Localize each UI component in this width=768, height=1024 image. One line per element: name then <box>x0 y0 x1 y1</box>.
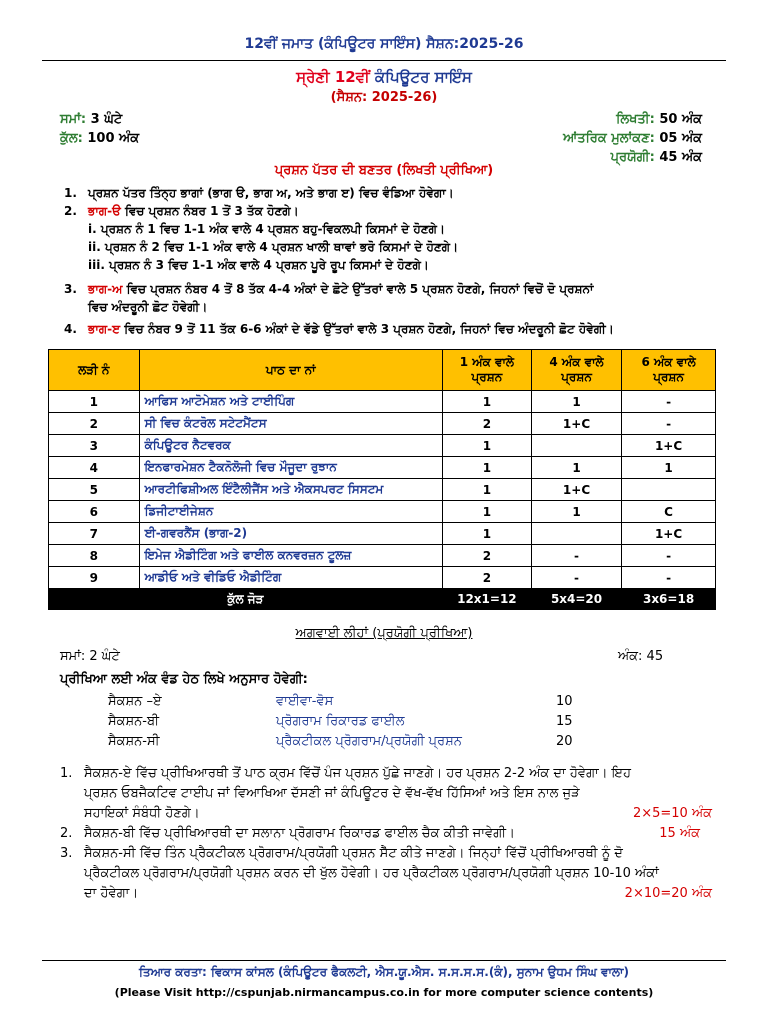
total-6mark: 3x6=18 <box>622 589 716 610</box>
cell-1mark: 1 <box>442 457 531 479</box>
section-a-desc: ਵਾਈਵਾ-ਵੋਸ <box>276 694 334 709</box>
internal-label: ਆਂਤਰਿਕ ਮੁਲਾਂਕਣ: <box>563 131 655 146</box>
table-row <box>49 413 716 435</box>
cell-chapter: ਇਮੇਜ ਐਡੀਟਿੰਗ ਅਤੇ ਫਾਈਲ ਕਨਵਰਜ਼ਨ ਟੂਲਜ਼ <box>139 545 442 567</box>
section-a-marks: 10 <box>556 694 573 709</box>
table-row <box>49 479 716 501</box>
cell-sr: 2 <box>49 413 140 435</box>
cell-1mark: 2 <box>442 413 531 435</box>
structure-item-2-ii: ii. ਪ੍ਰਸ਼ਨ ਨੰ 2 ਵਿਚ 1-1 ਅੰਕ ਵਾਲੇ 4 ਪ੍ਰਸ਼ਨ ਖਾਲੀ ਥਾਵਾਂ ਭਰੋ ਕਿਸਮਾਂ ਦੇ ਹੋਣਗੇ। <box>88 240 459 254</box>
cell-sr: 1 <box>49 391 140 413</box>
written-label: ਲਿਖਤੀ: <box>616 112 655 127</box>
header-title: 12ਵੀਂ ਜਮਾਤ (ਕੰਪਿਊਟਰ ਸਾਇੰਸ) ਸੈਸ਼ਨ:2025-26 <box>244 36 524 52</box>
section-c-name: ਸੈਕਸ਼ਨ-ਸੀ <box>108 734 160 749</box>
cell-1mark: 1 <box>442 523 531 545</box>
table-row <box>49 391 716 413</box>
written-line <box>616 112 702 127</box>
cell-sr: 9 <box>49 567 140 589</box>
cell-1mark: 2 <box>442 545 531 567</box>
structure-list <box>64 184 724 338</box>
total-value: 100 ਅੰਕ <box>87 131 140 146</box>
cell-4mark: - <box>531 567 621 589</box>
cell-6mark: C <box>622 501 716 523</box>
section-b-name: ਸੈਕਸ਼ਨ-ਬੀ <box>108 714 160 729</box>
cell-1mark: 1 <box>442 391 531 413</box>
cell-chapter: ਆਡੀਓ ਅਤੇ ਵੀਡਿਓ ਐਡੀਟਿੰਗ <box>139 567 442 589</box>
cell-6mark: - <box>622 413 716 435</box>
col-6mark: 6 ਅੰਕ ਵਾਲੇ ਪ੍ਰਸ਼ਨ <box>622 350 716 391</box>
time-value: 3 ਘੰਟੇ <box>90 112 123 127</box>
cell-6mark: - <box>622 567 716 589</box>
table-total-row <box>49 589 716 610</box>
cell-6mark: 1+C <box>622 523 716 545</box>
section-c-marks: 20 <box>556 734 573 749</box>
practical-marks: ਅੰਕ: 45 <box>618 649 664 664</box>
practical-time: ਸਮਾਂ: 2 ਘੰਟੇ <box>60 649 120 664</box>
cell-6mark: 1 <box>622 457 716 479</box>
point-3-marks: 2×10=20 ਅੰਕ <box>624 886 712 901</box>
cell-chapter: ਆਫਿਸ ਆਟੋਮੇਸ਼ਨ ਅਤੇ ਟਾਈਪਿੰਗ <box>139 391 442 413</box>
footer-visit-link[interactable]: (Please Visit http://cspunjab.nirmancampus.co.in for more computer science contents) <box>114 986 654 999</box>
structure-item-3-cont: ਵਿਚ ਅੰਦਰੂਨੀ ਛੋਟ ਹੋਵੇਗੀ। <box>88 300 208 314</box>
col-sr: ਲੜੀ ਨੰ <box>49 350 140 391</box>
structure-item-4: 4. ਭਾਗ-ੲ ਵਿਚ ਨੰਬਰ 9 ਤੋਂ 11 ਤੱਕ 6-6 ਅੰਕਾਂ ਦੇ ਵੱਡੇ ਉੱਤਰਾਂ ਵਾਲੇ 3 ਪ੍ਰਸ਼ਨ ਹੋਣਗੇ, ਜਿਹਨਾਂ ਵਿਚ ਅੰਦਰੂਨੀ ਛੋਟ ਹੋਵੇਗੀ। <box>64 322 614 336</box>
structure-item-2: 2. ਭਾਗ-ੳ ਵਿਚ ਪ੍ਰਸ਼ਨ ਨੰਬਰ 1 ਤੋਂ 3 ਤੱਕ ਹੋਣਗੇ। <box>64 204 299 218</box>
table-row <box>49 523 716 545</box>
page-title <box>0 68 768 86</box>
table-row <box>49 567 716 589</box>
cell-4mark: 1+C <box>531 479 621 501</box>
cell-4mark <box>531 435 621 457</box>
col-4mark: 4 ਅੰਕ ਵਾਲੇ ਪ੍ਰਸ਼ਨ <box>531 350 621 391</box>
col-1mark: 1 ਅੰਕ ਵਾਲੇ ਪ੍ਰਸ਼ਨ <box>442 350 531 391</box>
cell-1mark: 1 <box>442 435 531 457</box>
structure-item-2-i: i. ਪ੍ਰਸ਼ਨ ਨੰ 1 ਵਿਚ 1-1 ਅੰਕ ਵਾਲੇ 4 ਪ੍ਰਸ਼ਨ ਬਹੁ-ਵਿਕਲਪੀ ਕਿਸਮਾਂ ਦੇ ਹੋਣਗੇ। <box>88 222 445 236</box>
table-row <box>49 435 716 457</box>
total-label: ਕੁੱਲ: <box>60 131 83 146</box>
cell-1mark: 2 <box>442 567 531 589</box>
cell-6mark: - <box>622 545 716 567</box>
cell-chapter: ਆਰਟੀਫਿਸ਼ੀਅਲ ਇੰਟੈਲੀਜੈਂਸ ਅਤੇ ਐਕਸਪਰਟ ਸਿਸਟਮ <box>139 479 442 501</box>
section-c-desc: ਪ੍ਰੈਕਟੀਕਲ ਪ੍ਰੋਗਰਾਮ/ਪ੍ਰਯੋਗੀ ਪ੍ਰਸ਼ਨ <box>276 734 462 749</box>
cell-6mark: 1+C <box>622 435 716 457</box>
header-divider <box>42 60 726 61</box>
cell-4mark <box>531 523 621 545</box>
table-header-row <box>49 350 716 391</box>
structure-item-2-iii: iii. ਪ੍ਰਸ਼ਨ ਨੰ 3 ਵਿਚ 1-1 ਅੰਕ ਵਾਲੇ 4 ਪ੍ਰਸ਼ਨ ਪੂਰੇ ਰੂਪ ਕਿਸਮਾਂ ਦੇ ਹੋਣਗੇ। <box>88 258 429 272</box>
total-1mark: 12x1=12 <box>442 589 531 610</box>
point-3: 3. ਸੈਕਸ਼ਨ-ਸੀ ਵਿੱਚ ਤਿੰਨ ਪ੍ਰੈਕਟੀਕਲ ਪ੍ਰੋਗਰਾਮ/ਪ੍ਰਯੋਗੀ ਪ੍ਰਸ਼ਨ ਸੈੱਟ ਕੀਤੇ ਜਾਣਗੇ। ਜਿਨ੍ਹਾਂ ਵਿੱਚੋਂ ਪ੍ਰੀਖਿਆਰਥੀ ਨੂੰ ਦੋ ਪ੍ਰੈਕਟੀਕਲ ਪ੍ਰੋਗਰਾਮ/ਪ੍ਰਯੋਗੀ ਪ੍ਰਸ਼ਨ ਕਰਨ ਦੀ ਖੁੱਲ ਹੋਵੇਗੀ। ਹਰ ਪ੍ਰੈਕਟੀਕਲ ਪ੍ਰੋਗਰਾਮ/ਪ੍ਰਯੋਗੀ ਪ੍ਰਸ਼ਨ 10-10 ਅੰਕਾਂ ਦਾ ਹੋਵੇਗਾ। 2×10=20 ਅੰਕ <box>60 844 720 904</box>
marks-table <box>48 349 716 610</box>
total-4mark: 5x4=20 <box>531 589 621 610</box>
cell-sr: 3 <box>49 435 140 457</box>
practical-points <box>60 764 720 904</box>
cell-chapter: ਡਿਜੀਟਾਈਜੇਸ਼ਨ <box>139 501 442 523</box>
table-row <box>49 501 716 523</box>
table-row <box>49 545 716 567</box>
col-chapter: ਪਾਠ ਦਾ ਨਾਂ <box>139 350 442 391</box>
practical-value: 45 ਅੰਕ <box>659 150 702 165</box>
table-row <box>49 457 716 479</box>
title-class: ਸ੍ਰੇਣੀ 12ਵੀਂ <box>296 68 370 86</box>
cell-4mark: 1 <box>531 391 621 413</box>
cell-4mark: 1 <box>531 457 621 479</box>
cell-4mark: 1+C <box>531 413 621 435</box>
section-b-desc: ਪ੍ਰੋਗਰਾਮ ਰਿਕਾਰਡ ਫਾਈਲ <box>276 714 405 729</box>
total-line <box>60 131 139 146</box>
cell-6mark: - <box>622 391 716 413</box>
internal-value: 05 ਅੰਕ <box>659 131 702 146</box>
point-2: 2. ਸੈਕਸ਼ਨ-ਬੀ ਵਿੱਚ ਪ੍ਰੀਖਿਆਰਥੀ ਦਾ ਸਲਾਨਾ ਪ੍ਰੋਗਰਾਮ ਰਿਕਾਰਡ ਫਾਈਲ ਚੈਕ ਕੀਤੀ ਜਾਵੇਗੀ। 15 ਅੰਕ <box>60 824 720 844</box>
cell-sr: 8 <box>49 545 140 567</box>
cell-chapter: ਇਨਫਾਰਮੇਸ਼ਨ ਟੈਕਨੋਲੋਜੀ ਵਿਚ ਮੌਜੂਦਾ ਰੁਝਾਨ <box>139 457 442 479</box>
point-1-marks: 2×5=10 ਅੰਕ <box>632 806 712 821</box>
section-b-marks: 15 <box>556 714 573 729</box>
title-subject: ਕੰਪਿਊਟਰ ਸਾਇੰਸ <box>374 68 472 86</box>
cell-sr: 6 <box>49 501 140 523</box>
cell-sr: 5 <box>49 479 140 501</box>
session-title: (ਸੈਸ਼ਨ: 2025-26) <box>330 90 438 105</box>
footer-author: ਤਿਆਰ ਕਰਤਾ: ਵਿਕਾਸ ਕਾਂਸਲ (ਕੰਪਿਊਟਰ ਫੈਕਲਟੀ, ਐਸ.ਯੂ.ਐਸ. ਸ.ਸ.ਸ.ਸ.(ਕੰ), ਸੁਨਾਮ ਉਧਮ ਸਿੰਘ ਵਾਲਾ) <box>139 965 629 979</box>
practical-title: ਅਗਵਾਈ ਲੀਹਾਂ (ਪ੍ਰਯੋਗੀ ਪ੍ਰੀਖਿਆ) <box>295 626 473 641</box>
time-line <box>60 112 122 127</box>
cell-1mark: 1 <box>442 479 531 501</box>
point-2-marks: 15 ਅੰਕ <box>659 826 700 841</box>
structure-title: ਪ੍ਰਸ਼ਨ ਪੱਤਰ ਦੀ ਬਣਤਰ (ਲਿਖਤੀ ਪ੍ਰੀਖਿਆ) <box>274 163 494 178</box>
structure-item-1: 1. ਪ੍ਰਸ਼ਨ ਪੱਤਰ ਤਿੰਨ੍ਹ ਭਾਗਾਂ (ਭਾਗ ੳ, ਭਾਗ ਅ, ਅਤੇ ਭਾਗ ੲ) ਵਿਚ ਵੰਡਿਆ ਹੋਵੇਗਾ। <box>64 186 454 200</box>
cell-1mark: 1 <box>442 501 531 523</box>
cell-sr: 7 <box>49 523 140 545</box>
structure-item-3: 3. ਭਾਗ-ਅ ਵਿਚ ਪ੍ਰਸ਼ਨ ਨੰਬਰ 4 ਤੋਂ 8 ਤੱਕ 4-4 ਅੰਕਾਂ ਦੇ ਛੋਟੇ ਉੱਤਰਾਂ ਵਾਲੇ 5 ਪ੍ਰਸ਼ਨ ਹੋਣਗੇ, ਜਿਹਨਾਂ ਵਿਚੋਂ ਦੋ ਪ੍ਰਸ਼ਨਾਂ <box>64 282 594 296</box>
practical-label: ਪ੍ਰਯੋਗੀ: <box>610 150 655 165</box>
cell-4mark: - <box>531 545 621 567</box>
section-a-name: ਸੈਕਸ਼ਨ –ਏ <box>108 694 162 709</box>
cell-4mark: 1 <box>531 501 621 523</box>
point-1: 1. ਸੈਕਸ਼ਨ-ਏ ਵਿੱਚ ਪ੍ਰੀਖਿਆਰਥੀ ਤੋਂ ਪਾਠ ਕ੍ਰਮ ਵਿੱਚੋਂ ਪੰਜ ਪ੍ਰਸ਼ਨ ਪੁੱਛੇ ਜਾਣਗੇ। ਹਰ ਪ੍ਰਸ਼ਨ 2-2 ਅੰਕ ਦਾ ਹੋਵੇਗਾ। ਇਹ ਪ੍ਰਸ਼ਨ ਓਬਜੈਕਟਿਵ ਟਾਈਪ ਜਾਂ ਵਿਆਖਿਆ ਦੱਸਣੀ ਜਾਂ ਕੰਪਿਊਟਰ ਦੇ ਵੱਖ-ਵੱਖ ਹਿੱਸਿਆਂ ਅਤੇ ਇਸ ਨਾਲ ਜੁੜੇ ਸਹਾਇਕਾਂ ਸੰਬੰਧੀ ਹੋਣਗੇ। 2×5=10 ਅੰਕ <box>60 764 720 824</box>
time-label: ਸਮਾਂ: <box>60 112 87 127</box>
total-label: ਕੁੱਲ ਜੋੜ <box>49 589 443 610</box>
cell-sr: 4 <box>49 457 140 479</box>
practical-intro: ਪ੍ਰੀਖਿਆ ਲਈ ਅੰਕ ਵੰਡ ਹੇਠ ਲਿਖੇ ਅਨੁਸਾਰ ਹੋਵੇਗੀ: <box>60 672 308 687</box>
written-value: 50 ਅੰਕ <box>659 112 702 127</box>
cell-6mark <box>622 479 716 501</box>
cell-chapter: ਸੀ ਵਿਚ ਕੰਟਰੋਲ ਸਟੇਟਮੈਂਟਸ <box>139 413 442 435</box>
footer-divider <box>42 960 726 961</box>
cell-chapter: ਈ-ਗਵਰਨੈਂਸ (ਭਾਗ-2) <box>139 523 442 545</box>
internal-line <box>563 131 702 146</box>
cell-chapter: ਕੰਪਿਊਟਰ ਨੈਟਵਰਕ <box>139 435 442 457</box>
